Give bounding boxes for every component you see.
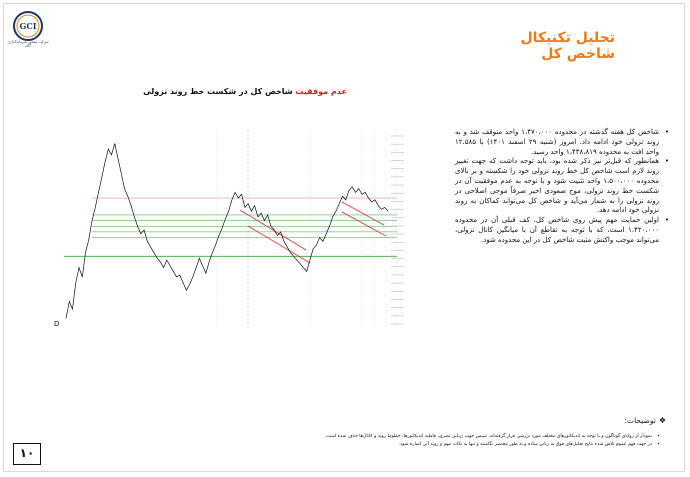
analysis-bullets bbox=[455, 128, 670, 246]
note-item-1 bbox=[220, 433, 660, 441]
bullet-dot-icon: • bbox=[657, 434, 660, 439]
analysis-bullet-2 bbox=[455, 157, 669, 216]
bullet-dot-icon: • bbox=[664, 128, 669, 136]
chart-caption bbox=[140, 87, 350, 96]
logo-caption-line1: شرکت مشاور سرمایه‌گذاری bbox=[7, 40, 49, 44]
bullet-dot-icon: • bbox=[664, 157, 669, 166]
analysis-bullet-2-text: همانطور که قبل‌تر نیز ذکر شده بود، باید توجه داشت که جهت تغییر روند لازم است شاخص کل خط روند نزولی خود را شکسته و بر بالای محدوده ۱،۵۰۰،۰۰۰ واحد تثبیت شود و با توجه به عدم موفقیت آن در شکست خط روند نزولی، موج صعودی اخیر صرفاً موجی اصلاحی در روند نزولی را به شمار می‌آید و شاخص کل می‌تواند کماکان به روند نزولی خود ادامه دهد. bbox=[455, 157, 659, 215]
analysis-bullet-3-text: اولین حمایت مهم پیش روی شاخص کل، کف قبلی آن در محدوده ۱،۴۲۰،۰۰۰ است، که با توجه به تقاطع آن با میانگین کانال نزولی، می‌تواند موجب واکنش مثبت شاخص کل در این محدوده شود. bbox=[455, 216, 659, 244]
index-chart bbox=[52, 128, 407, 330]
note-item-1-text: نمودار از زوایای گوناگون و با توجه به اندیکاتورهای مختلف مورد بررسی قرار گرفته‌اند. سپس جهت زیبایی بصری، قاطبه اندیکاتورها، خطوط روند و کانال‌ها حذف شده است. bbox=[325, 434, 652, 439]
page-title-line2: شاخص کل bbox=[541, 46, 615, 62]
page-number: ۱۰ bbox=[13, 443, 41, 465]
chart-caption-highlight: عدم موفقیت bbox=[295, 87, 347, 96]
chart-background bbox=[52, 128, 407, 330]
logo-initials: GCI bbox=[19, 21, 37, 31]
bullet-dot-icon: • bbox=[664, 216, 669, 225]
note-item-2 bbox=[220, 441, 660, 449]
analysis-bullet-1-text: شاخص کل هفته گذشته در محدوده ۱،۴۷۰،۰۰۰ واحد متوقف شد و به روند نزولی خود ادامه داد. امروز (شنبه ۲۹ اسفند ۱۴۰۱) با ۱۲،۵۸۵ واحد افت به محدوده ۱،۴۳۸،۸۱۹ واحد رسید. bbox=[455, 128, 660, 156]
notes-list bbox=[220, 433, 660, 449]
logo-emblem-icon bbox=[8, 10, 48, 44]
logo-caption bbox=[6, 40, 50, 48]
notes-heading-text: توضیحات: bbox=[624, 416, 656, 425]
diamond-bullet-icon: ❖ bbox=[658, 416, 666, 425]
analysis-bullet-1 bbox=[455, 128, 669, 157]
chart-caption-rest: شاخص کل در شکست خط روند نزولی bbox=[143, 87, 296, 96]
page-title-line1: تحلیل تکنیکال bbox=[520, 30, 615, 46]
logo-caption-line2: آگاه bbox=[25, 44, 31, 48]
bullet-dot-icon: • bbox=[657, 442, 660, 447]
page-title bbox=[520, 30, 615, 62]
notes-heading bbox=[625, 416, 666, 425]
note-item-2-text: در جهت فهم عموم تلاش شده نتایج تحلیل‌های فوق به زبانی ساده و به طور مختصر نگاشته و تنها به نکات مهم و روند آتی اشاره شود. bbox=[398, 442, 652, 447]
chart-corner-label: D bbox=[54, 320, 60, 328]
analysis-bullet-3 bbox=[455, 216, 669, 245]
